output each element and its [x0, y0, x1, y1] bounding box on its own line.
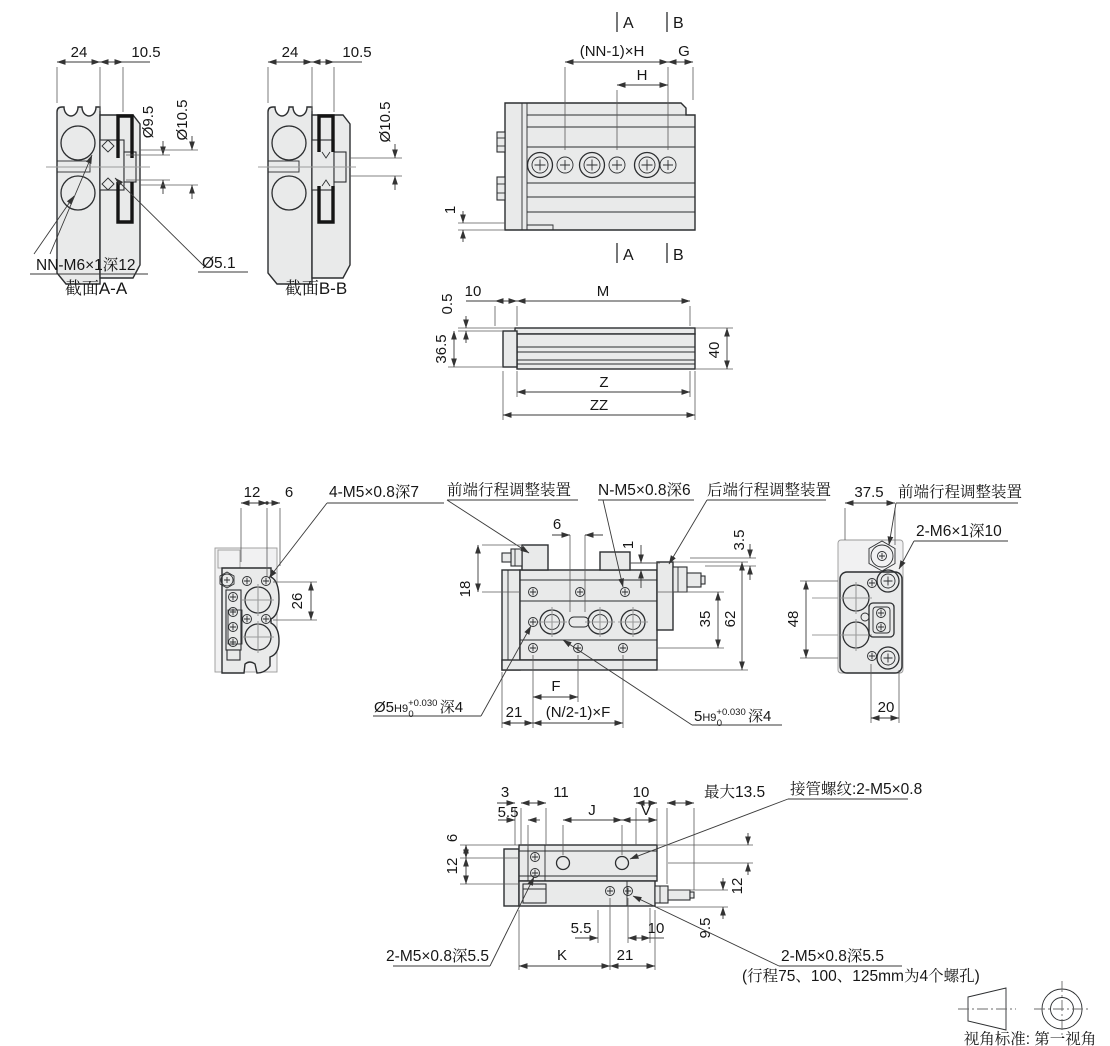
dim-21-bottom: 21: [616, 947, 634, 964]
dim-10-bottom: 10: [647, 920, 665, 937]
dim-20: 20: [877, 699, 895, 716]
right-end-view: [785, 482, 1022, 723]
dim-12-bottom-right: 12: [729, 877, 746, 895]
dim-dia10-5-aa: Ø10.5: [174, 99, 191, 141]
dim-0-5: 0.5: [439, 293, 456, 315]
dim-h: H: [636, 67, 648, 84]
dim-10-5-bb: 10.5: [342, 44, 372, 61]
label-dia5-1: Ø5.1: [202, 255, 236, 272]
section-mark-a-top: A: [623, 15, 634, 32]
label-pipe-thread: 接管螺纹:2-M5×0.8: [790, 781, 923, 798]
dim-dia10-5-bb: Ø10.5: [377, 101, 394, 143]
dim-11: 11: [553, 784, 569, 801]
label-rear-adjuster: 后端行程调整装置: [707, 482, 832, 499]
dim-dia9-5: Ø9.5: [140, 105, 157, 139]
dim-12-left: 12: [243, 484, 261, 501]
projection-symbol: [958, 981, 1096, 1046]
dim-m: M: [596, 283, 610, 300]
dim-v: V: [640, 802, 652, 819]
dim-21-center: 21: [505, 704, 523, 721]
dim-6-bottom: 6: [444, 833, 461, 843]
dim-24-aa: 24: [70, 44, 88, 61]
dim-5-5-top: 5.5: [497, 804, 519, 821]
section-aa-view: [30, 44, 248, 298]
dim-26: 26: [289, 592, 306, 610]
dim-9-5: 9.5: [697, 917, 714, 939]
dim-3-5: 3.5: [731, 529, 748, 551]
dim-f: F: [551, 678, 561, 695]
dim-36-5: 36.5: [433, 334, 450, 364]
dim-j: J: [588, 802, 596, 819]
dim-40: 40: [706, 341, 723, 359]
dim-35: 35: [697, 610, 714, 628]
dim-max-13-5: 最大13.5: [704, 784, 766, 801]
dim-62: 62: [722, 610, 739, 628]
dim-1-center: 1: [620, 540, 637, 550]
dim-nn1xh: (NN-1)×H: [579, 43, 645, 60]
label-front-adjuster-right: 前端行程调整装置: [898, 484, 1023, 501]
dim-6-center: 6: [552, 516, 562, 533]
dim-48: 48: [785, 610, 802, 628]
dim-10-5-aa: 10.5: [131, 44, 161, 61]
dim-37-5: 37.5: [854, 484, 884, 501]
label-n-thread: N-M5×0.8深6: [598, 482, 691, 499]
section-mark-b-bottom: B: [673, 247, 684, 264]
label-5h9-hole: $5H9^{+0.030}$ 0 深4: [694, 707, 772, 729]
projection-caption: 视角标准: 第一视角: [963, 1031, 1097, 1046]
dim-5-5-bottom: 5.5: [570, 920, 592, 937]
dim-18: 18: [457, 580, 474, 598]
dim-1-top: 1: [442, 205, 459, 215]
label-4m5-thread: 4-M5×0.8深7: [329, 484, 420, 501]
dim-g: G: [678, 43, 690, 60]
label-dia5h9-hole: $Ø5H9^{+0.030}$ 0 深4: [374, 698, 464, 720]
center-main-view: [373, 480, 831, 729]
label-2m5-left: 2-M5×0.8深5.5: [386, 948, 489, 965]
dim-6-left: 6: [284, 484, 294, 501]
dim-24-bb: 24: [281, 44, 299, 61]
label-nn-thread: NN-M6×1深12: [36, 257, 136, 274]
dim-zz: ZZ: [589, 397, 609, 414]
label-2m5-right: 2-M5×0.8深5.5: [781, 948, 884, 965]
flat-side-view: [433, 283, 733, 420]
label-front-adjuster: 前端行程调整装置: [447, 482, 572, 499]
dim-k: K: [556, 947, 568, 964]
caption-section-bb: 截面B-B: [284, 279, 348, 298]
section-bb-view: [258, 44, 402, 298]
top-side-view: [442, 12, 695, 264]
caption-section-aa: 截面A-A: [64, 279, 128, 298]
left-end-view: [215, 483, 444, 673]
section-mark-a-bottom: A: [623, 247, 634, 264]
dim-10-bottom-top: 10: [632, 784, 650, 801]
bottom-view: [386, 780, 980, 985]
dim-3: 3: [500, 784, 510, 801]
dim-z: Z: [599, 374, 609, 391]
dim-10-side: 10: [464, 283, 482, 300]
dim-n2f: (N/2-1)×F: [545, 704, 611, 721]
section-mark-b-top: B: [673, 15, 684, 32]
dim-12-bottom-left: 12: [444, 857, 461, 875]
label-stroke-note: (行程75、100、125mm为4个螺孔): [742, 968, 980, 985]
label-2m6-thread: 2-M6×1深10: [916, 523, 1002, 540]
